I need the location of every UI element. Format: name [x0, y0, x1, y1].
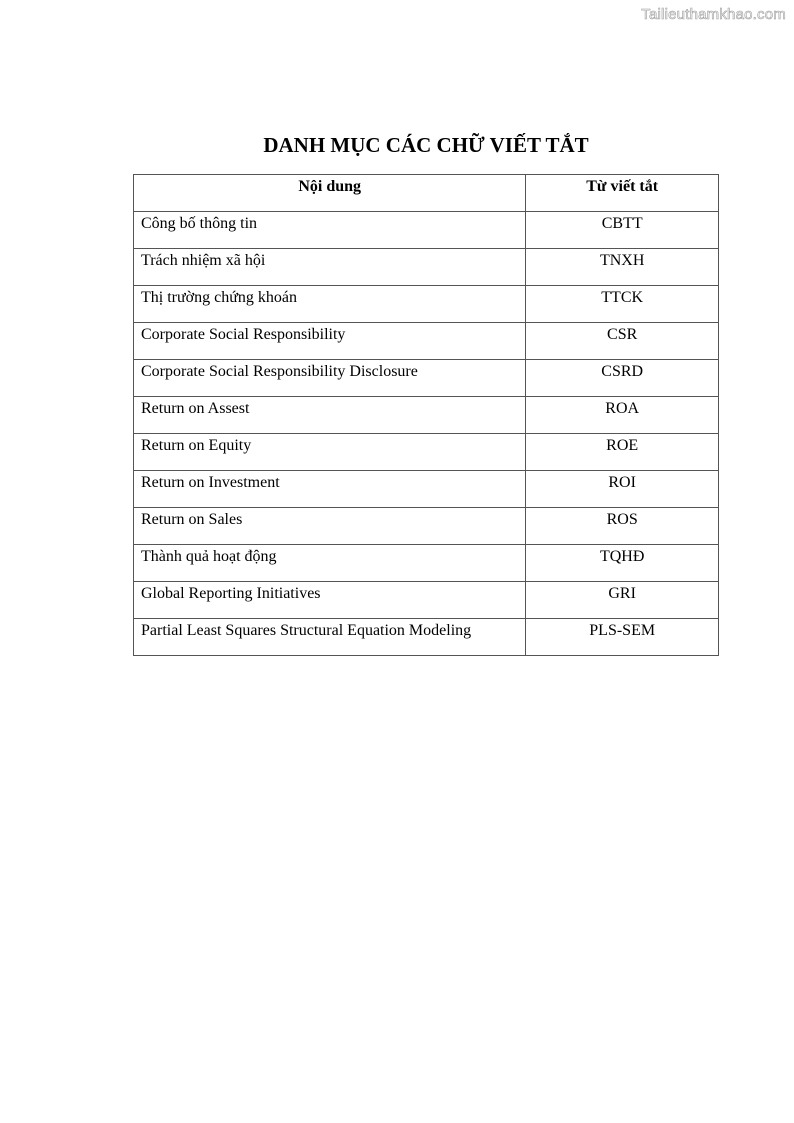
table-row — [134, 582, 719, 619]
row-abbreviation: CBTT — [526, 212, 719, 249]
row-content: Corporate Social Responsibility — [134, 323, 526, 360]
row-abbreviation: ROE — [526, 434, 719, 471]
table-row — [134, 471, 719, 508]
table-row — [134, 619, 719, 656]
row-abbreviation: CSR — [526, 323, 719, 360]
row-content: Thị trường chứng khoán — [134, 286, 526, 323]
table-row — [134, 212, 719, 249]
row-content: Return on Sales — [134, 508, 526, 545]
row-content: Công bố thông tin — [134, 212, 526, 249]
row-content: Trách nhiệm xã hội — [134, 249, 526, 286]
table-row — [134, 434, 719, 471]
table-row — [134, 360, 719, 397]
row-abbreviation: GRI — [526, 582, 719, 619]
header-abbreviation: Từ viết tắt — [526, 175, 719, 212]
abbreviation-table — [133, 174, 719, 656]
row-content: Return on Equity — [134, 434, 526, 471]
row-abbreviation: PLS-SEM — [526, 619, 719, 656]
row-abbreviation: TQHĐ — [526, 545, 719, 582]
table-row — [134, 323, 719, 360]
table-row — [134, 508, 719, 545]
watermark: Tailieuthamkhao.com — [641, 6, 786, 23]
row-abbreviation: ROA — [526, 397, 719, 434]
row-content: Return on Assest — [134, 397, 526, 434]
row-abbreviation: CSRD — [526, 360, 719, 397]
page-title: DANH MỤC CÁC CHỮ VIẾT TẮT — [263, 133, 589, 157]
row-content: Partial Least Squares Structural Equation Modeling — [134, 619, 526, 656]
row-abbreviation: TNXH — [526, 249, 719, 286]
row-abbreviation: TTCK — [526, 286, 719, 323]
row-content: Corporate Social Responsibility Disclosure — [134, 360, 526, 397]
table-row — [134, 286, 719, 323]
row-abbreviation: ROI — [526, 471, 719, 508]
row-content: Global Reporting Initiatives — [134, 582, 526, 619]
row-content: Thành quả hoạt động — [134, 545, 526, 582]
table-row — [134, 249, 719, 286]
table-row — [134, 397, 719, 434]
header-content: Nội dung — [134, 175, 526, 212]
row-abbreviation: ROS — [526, 508, 719, 545]
row-content: Return on Investment — [134, 471, 526, 508]
table-row — [134, 545, 719, 582]
table-header-row — [134, 175, 719, 212]
